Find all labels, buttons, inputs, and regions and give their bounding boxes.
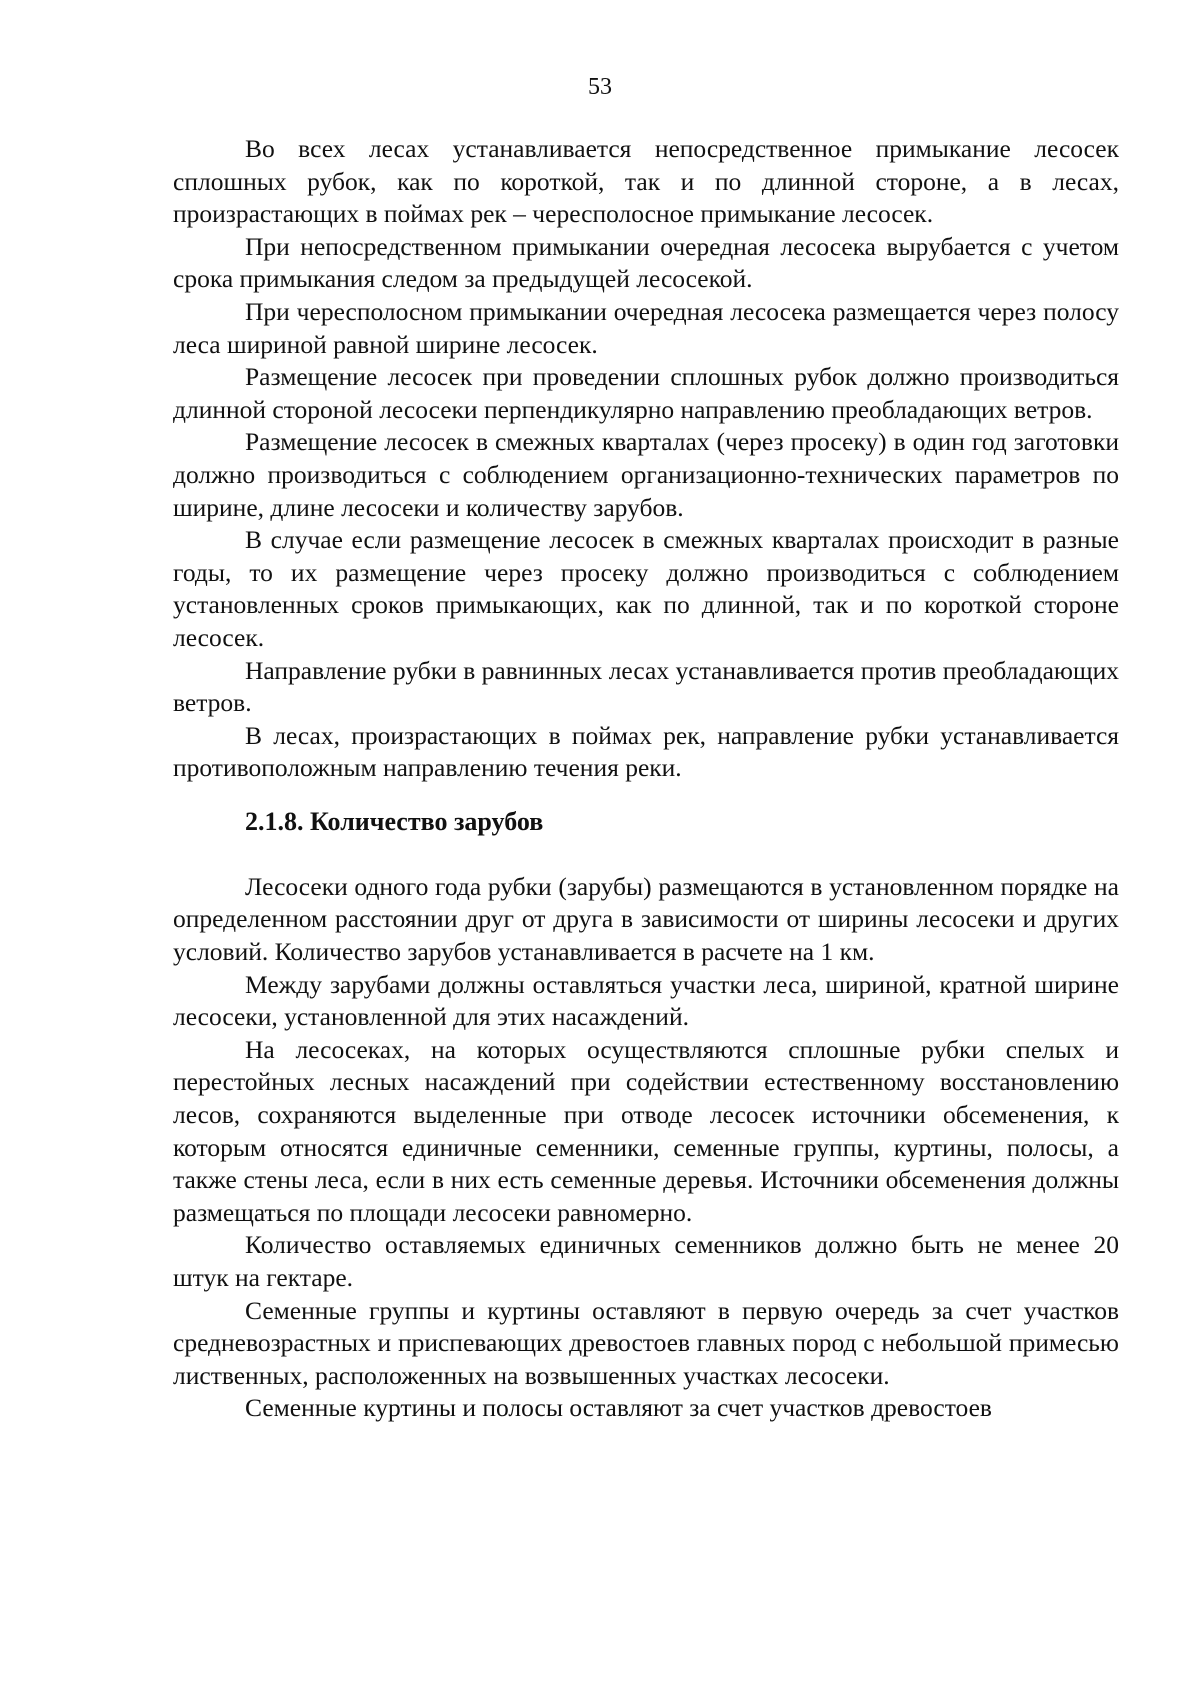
paragraph: Размещение лесосек в смежных кварталах (через просеку) в один год заготовки должно производиться с соблюдением организационно-технических параметров по ширине, длине лесосеки и количеству зарубов. — [173, 427, 1119, 522]
paragraph: Направление рубки в равнинных лесах устанавливается против преобладающих ветров. — [173, 655, 1119, 718]
paragraph: В случае если размещение лесосек в смежных кварталах происходит в разные годы, то их размещение через просеку должно производиться с соблюдением установленных сроков примыкающих, как по длинной, так и по короткой стороне лесосек. — [173, 525, 1119, 652]
paragraph: Семенные куртины и полосы оставляют за счет участков древостоев — [245, 1393, 992, 1423]
paragraph: Лесосеки одного года рубки (зарубы) размещаются в установленном порядке на определенном расстоянии друг от друга в зависимости от ширины лесосеки и других условий. Количество зарубов устанавливается в расчете на 1 км. — [173, 871, 1119, 967]
paragraph: На лесосеках, на которых осуществляются сплошные рубки спелых и перестойных лесных насаждений при содействии естественному восстановлению лесов, сохраняются выделенные при отводе лесосек источники обсеменения, к которым относятся единичные семенники, семенные группы, куртины, полосы, а также стены леса, если в них есть семенные деревья. Источники обсеменения должны размещаться по площади лесосеки равномерно. — [173, 1034, 1119, 1227]
paragraph: Количество оставляемых единичных семенников должно быть не менее 20 штук на гектаре. — [173, 1230, 1119, 1292]
paragraph: Семенные группы и куртины оставляют в первую очередь за счет участков средневозрастных и приспевающих древостоев главных пород с небольшой примесью лиственных, расположенных на возвышенных участках лесосеки. — [173, 1295, 1119, 1390]
section-heading: 2.1.8. Количество зарубов — [245, 806, 544, 836]
paragraph: Размещение лесосек при проведении сплошных рубок должно производиться длинной стороной лесосеки перпендикулярно направлению преобладающих ветров. — [173, 362, 1119, 424]
paragraph: При чересполосном примыкании очередная лесосека размещается через полосу леса шириной равной ширине лесосек. — [173, 296, 1119, 359]
document-body — [173, 133, 1119, 1425]
paragraph: При непосредственном примыкании очередная лесосека вырубается с учетом срока примыкания следом за предыдущей лесосекой. — [173, 231, 1119, 294]
paragraph: В лесах, произрастающих в поймах рек, направление рубки устанавливается противоположным направлению течения реки. — [173, 720, 1119, 783]
page-number: 53 — [588, 74, 612, 100]
paragraph: Между зарубами должны оставляться участки леса, шириной, кратной ширине лесосеки, установленной для этих насаждений. — [173, 969, 1119, 1032]
paragraph: Во всех лесах устанавливается непосредственное примыкание лесосек сплошных рубок, как по короткой, так и по длинной стороне, а в лесах, произрастающих в поймах рек – чересполосное примыкание лесосек. — [173, 134, 1119, 229]
